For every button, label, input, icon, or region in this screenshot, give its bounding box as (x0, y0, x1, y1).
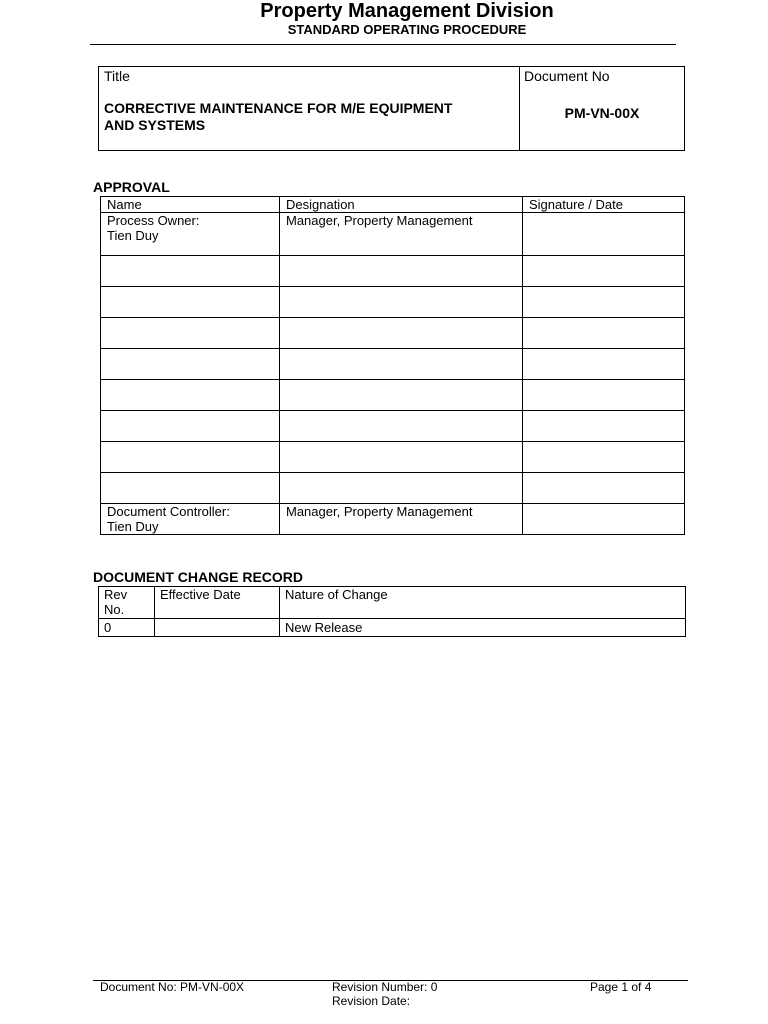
division-title: Property Management Division (260, 0, 554, 22)
blank-cell (101, 411, 280, 442)
title-label: Title (104, 68, 130, 84)
blank-cell (280, 349, 523, 380)
blank-cell (280, 287, 523, 318)
approval-row-process-owner (101, 213, 685, 256)
title-cell (99, 67, 520, 151)
blank-cell (523, 349, 685, 380)
change-record-header-row (99, 587, 686, 619)
process-owner-role: Process Owner: (107, 213, 200, 228)
column-header-name: Name (101, 197, 280, 213)
document-controller-signature (523, 504, 685, 535)
document-controller-name: Tien Duy (107, 519, 159, 534)
footer-revision-number: Revision Number: 0 (332, 980, 438, 994)
column-header-signature-date: Signature / Date (523, 197, 685, 213)
column-header-nature-of-change: Nature of Change (280, 587, 686, 619)
rev-no-line-2: No. (104, 602, 125, 617)
footer-revision-date: Revision Date: (332, 994, 411, 1008)
blank-cell (101, 318, 280, 349)
blank-cell (280, 473, 523, 504)
change-record-heading: DOCUMENT CHANGE RECORD (93, 569, 303, 585)
header-divider (90, 44, 676, 45)
column-header-rev-no (99, 587, 155, 619)
approval-header-row (101, 197, 685, 213)
blank-cell (280, 380, 523, 411)
process-owner-designation: Manager, Property Management (280, 213, 523, 256)
title-block (98, 66, 685, 151)
blank-cell (280, 411, 523, 442)
document-number-cell (520, 67, 685, 151)
document-title-line-2: AND SYSTEMS (104, 117, 206, 133)
document-number-value: PM-VN-00X (564, 105, 640, 121)
approval-row-blank (101, 318, 685, 349)
document-controller-name-cell (101, 504, 280, 535)
change-record-table (98, 586, 686, 637)
blank-cell (523, 411, 685, 442)
effective-date-cell (155, 619, 280, 637)
blank-cell (280, 256, 523, 287)
approval-row-document-controller (101, 504, 685, 535)
document-title-line-1: CORRECTIVE MAINTENANCE FOR M/E EQUIPMENT (104, 100, 453, 116)
blank-cell (523, 256, 685, 287)
document-type-subtitle: STANDARD OPERATING PROCEDURE (287, 22, 527, 37)
blank-cell (523, 287, 685, 318)
blank-cell (523, 380, 685, 411)
blank-cell (101, 287, 280, 318)
blank-cell (523, 473, 685, 504)
blank-cell (523, 442, 685, 473)
approval-row-blank (101, 442, 685, 473)
approval-table (100, 196, 685, 535)
rev-number-cell: 0 (99, 619, 155, 637)
approval-row-blank (101, 473, 685, 504)
footer-page-number: Page 1 of 4 (590, 980, 652, 994)
blank-cell (101, 473, 280, 504)
nature-of-change-cell: New Release (280, 619, 686, 637)
footer-revision-block (332, 980, 437, 1008)
approval-row-blank (101, 287, 685, 318)
approval-heading: APPROVAL (93, 179, 170, 195)
approval-row-blank (101, 256, 685, 287)
process-owner-name: Tien Duy (107, 228, 159, 243)
column-header-effective-date: Effective Date (155, 587, 280, 619)
document-controller-role: Document Controller: (107, 504, 230, 519)
footer-document-number: Document No: PM-VN-00X (100, 980, 245, 994)
blank-cell (280, 318, 523, 349)
approval-row-blank (101, 349, 685, 380)
blank-cell (101, 349, 280, 380)
blank-cell (101, 380, 280, 411)
document-title (99, 84, 519, 134)
document-number-label: Document No (524, 68, 610, 84)
process-owner-signature (523, 213, 685, 256)
approval-row-blank (101, 411, 685, 442)
document-controller-designation: Manager, Property Management (280, 504, 523, 535)
process-owner-name-cell (101, 213, 280, 256)
approval-row-blank (101, 380, 685, 411)
change-record-row (99, 619, 686, 637)
rev-no-line-1: Rev (104, 587, 128, 602)
blank-cell (523, 318, 685, 349)
blank-cell (101, 442, 280, 473)
column-header-designation: Designation (280, 197, 523, 213)
blank-cell (101, 256, 280, 287)
blank-cell (280, 442, 523, 473)
